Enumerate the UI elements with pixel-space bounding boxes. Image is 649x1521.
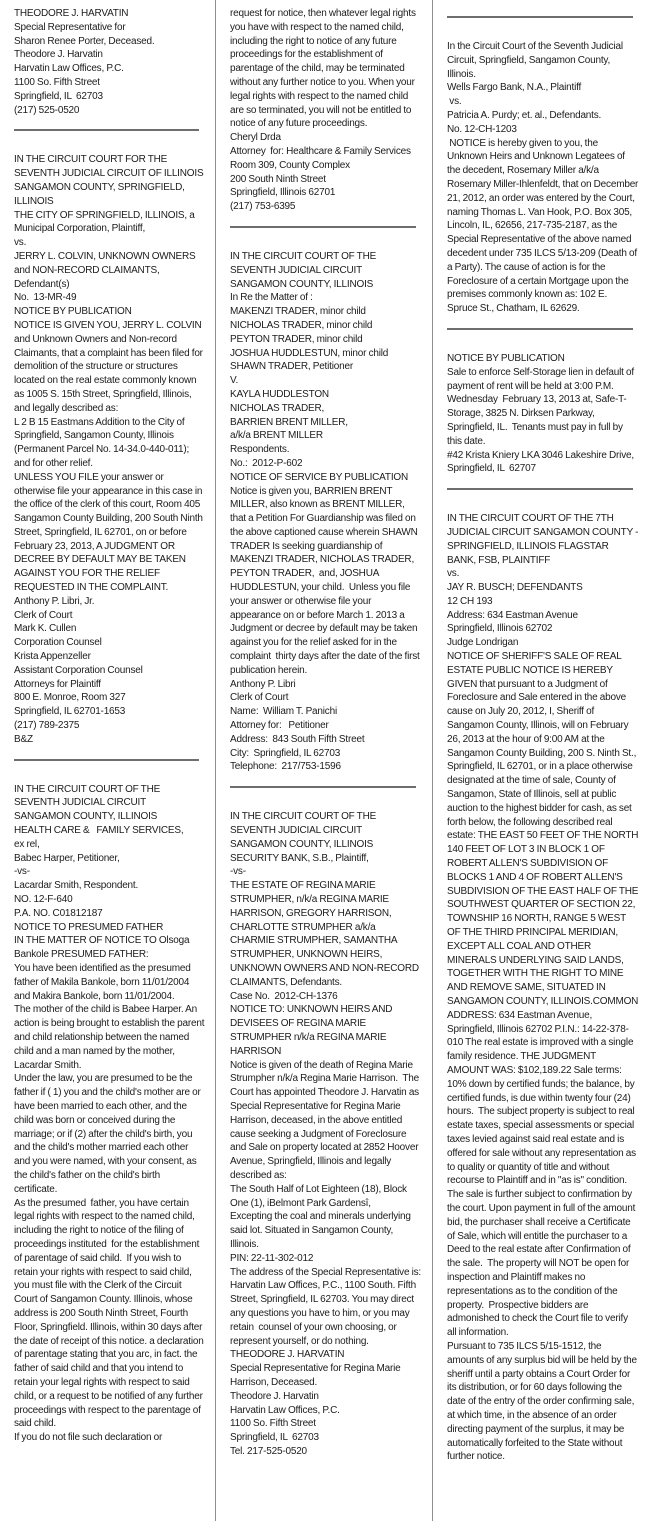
- notice-text-line: Springfield, Illinois 62701: [230, 187, 336, 199]
- legal-notice-block: [447, 40, 639, 316]
- notice-column-2: [216, 0, 432, 1521]
- notice-text-line: IN THE CIRCUIT COURT OF THE SEVENTH JUDICIAL CIRCUIT: [230, 811, 379, 837]
- notice-text-line: JAY R. BUSCH; DEFENDANTS: [447, 582, 583, 594]
- notice-text-line: Clerk of Court: [230, 692, 289, 704]
- notice-text-line: NOTICE OF SHERIFF'S SALE OF REAL ESTATE PUBLIC NOTICE IS HEREBY GIVEN that pursuant to a Judgment of Foreclosure and Sale entered in the above cause on July 20, 2012, I, Sheriff of Sangamon County, Illinois, will on February 26, 2013 at the hour of 9:00 AM at the Sangamon County Building, 200 S. Ninth St., Springfield, IL 62701, or in a place otherwise designated at the time of sale, County of Sangamon, State of Illinois, sell at public auction to the highest bidder for cash, as set forth below, the following described real estate: THE EAST 50 FEET OF THE NORTH 140 FEET OF LOT 3 IN BLOCK 1 OF ROBERT ALLEN'S SUBDIVISION OF BLOCKS 1 AND 4 OF ROBERT ALLEN'S SUBDIVISION OF THE EAST HALF OF THE SOUTHWEST QUARTER OF SECTION 22, TOWNSHIP 16 NORTH, RANGE 5 WEST OF THE THIRD PRINCIPAL MERIDIAN, EXCEPT ALL COAL AND OTHER MINERALS UNDERLYING SAID LANDS, TOGETHER WITH THE RIGHT TO MINE AND REMOVE SAME, SITUATED IN SANGAMON COUNTY, ILLINOIS.COMMON ADDRESS: 634 Eastman Avenue, Springfield, Illinois 62702 P.I.N.: 14-22-378-010 The real estate is improved with a single family residence. THE JUDGMENT AMOUNT WAS: $102,189.22 Sale terms: 10% down by certified funds; the balance, by certified funds, is due within twenty four (24) hours. The subject property is subject to real estate taxes, special assessments or special taxes levied against said real estate and is offered for sale without any representation as to quality or quantity of title and without recourse to Plaintiff and in "as is" condition. The sale is further subject to confirmation by the court. Upon payment in full of the amount bid, the purchaser shall receive a Certificate of Sale, which will entitle the purchaser to a Deed to the real estate after Confirmation of the sale. The property will NOT be open for inspection and Plaintiff makes no representations as to the condition of the property. Prospective bidders are admonished to check the Court file to verify all information.: [447, 651, 641, 1339]
- notice-text-line: Sale to enforce Self-Storage lien in default of payment of rent will be held at 3:00 P.M. Wednesday February 13, 2013 at, Safe-T-Storage, 3825 N. Dirksen Parkway, Springfield, IL. Tenants must pay in full by this date.: [447, 366, 637, 447]
- notice-divider: [447, 16, 633, 18]
- notice-text-line: -vs-: [230, 866, 246, 878]
- notice-text-line: HEALTH CARE & FAMILY SERVICES,: [14, 825, 184, 837]
- legal-notice-block: [447, 352, 639, 476]
- notice-text-line: THE ESTATE OF REGINA MARIE STRUMPHER, n/k/a REGINA MARIE HARRISON, GREGORY HARRISON, CHARLOTTE STRUMPHER a/k/a CHARMIE STRUMPHER, SAMANTHA STRUMPHER, UNKNOWN HEIRS,: [230, 880, 400, 961]
- notice-text-line: THE CITY OF SPRINGFIELD, ILLINOIS, a Municipal Corporation, Plaintiff,: [14, 209, 197, 235]
- legal-notice-block: [230, 7, 422, 214]
- notice-text-line: No.: 2012-P-602: [230, 457, 303, 469]
- notice-text-line: L 2 B 15 Eastmans Addition to the City of Springfield, Sangamon County, Illinois (Permanent Parcel No. 14-34.0-440-011); and for other relief.: [14, 416, 192, 469]
- notice-text-line: Respondents.: [230, 444, 290, 456]
- notice-text-line: Name: William T. Panichi: [230, 706, 337, 718]
- notice-text-line: vs.: [447, 568, 460, 580]
- notice-text-line: NOTICE BY PUBLICATION: [447, 352, 565, 364]
- notice-text-line: Babec Harper, Petitioner,: [14, 852, 120, 864]
- notice-text-line: Mark K. Cullen: [14, 623, 77, 635]
- notice-text-line: City: Springfield, IL 62703: [230, 747, 341, 759]
- notice-text-line: Attorney for: Petitioner: [230, 720, 329, 732]
- notice-text-line: vs.: [447, 96, 462, 108]
- notice-text-line: Corporation Counsel: [14, 637, 102, 649]
- notice-divider: [447, 488, 633, 490]
- notice-divider: [14, 129, 199, 131]
- notice-text-line: SANGAMON COUNTY, ILLINOIS: [230, 838, 374, 850]
- notice-divider: [447, 328, 633, 330]
- notice-text-line: Assistant Corporation Counsel: [14, 664, 143, 676]
- notice-text-line: In Re the Matter of :: [230, 292, 313, 304]
- notice-text-line: #42 Krista Kniery LKA 3046 Lakeshire Drive, Springfield, IL 62707: [447, 449, 637, 475]
- notice-text-line: JERRY L. COLVIN, UNKNOWN OWNERS and NON-RECORD CLAIMANTS, Defendant(s): [14, 250, 198, 290]
- notice-text-line: Notice is given you, BARRIEN BRENT MILLER, also known as BRENT MILLER, that a Petition For Guardianship was filed on the above captioned cause wherein SHAWN TRADER Is seeking guardianship of MAKENZI TRADER, NICHOLAS TRADER, PEYTON TRADER, and, JOSHUA HUDDLESTUN, your child. Unless you file your answer or otherwise file your appearance on or before March 1. 2013 a Judgment or decree by default may be taken against you for the relief asked for in the complaint thirty days after the date of the first publication herein.: [230, 485, 422, 676]
- notice-divider: [230, 786, 416, 788]
- notice-text-line: B&Z: [14, 733, 33, 745]
- notice-text-line: NOTICE TO: UNKNOWN HEIRS AND DEVISEES OF REGINA MARIE STRUMPHER n/k/a REGINA MARIE HARRISON: [230, 1004, 395, 1057]
- notice-text-line: Special Representative for: [14, 21, 126, 33]
- notice-text-line: UNLESS YOU FILE your answer or otherwise file your appearance in this case in the office of the clerk of this court, Room 405 Sangamon County Building, 200 South Ninth Street, Springfield, IL 62701, on or before February 23, 2013, A JUDGMENT OR DECREE BY DEFAULT MAY BE TAKEN AGAINST YOU FOR THE RELIEF REQUESTED IN THE COMPLAINT.: [14, 471, 206, 594]
- notice-text-line: 200 South Ninth Street: [230, 173, 326, 185]
- notice-text-line: Address: 843 South Fifth Street: [230, 733, 365, 745]
- notice-text-line: Judge Londrigan: [447, 637, 519, 649]
- notice-text-line: Springfield, IL 62703: [230, 1432, 319, 1444]
- notice-text-line: NO. 12-F-640: [14, 894, 73, 906]
- notice-text-line: IN THE CIRCUIT COURT OF THE 7TH JUDICIAL CIRCUIT SANGAMON COUNTY - SPRINGFIELD, ILLINOIS FLAGSTAR BANK, FSB, PLAINTIFF: [447, 513, 641, 566]
- notice-text-line: The South Half of Lot Eighteen (18), Block One (1), iBelmont Park Gardensî,: [230, 1183, 410, 1209]
- notice-text-line: NOTICE TO PRESUMED FATHER: [14, 921, 164, 933]
- notice-text-line: PEYTON TRADER, minor child: [230, 333, 363, 345]
- notice-text-line: Notice is given of the death of Regina Marie Strumpher n/k/a Regina Marie Harrison. The Court has appointed Theodore J. Harvatin as Special Representative for Regina Marie Harrison, deceased, in the above entitled cause seeking a Judgment of Foreclosure and Sale on property located at 2852 Hoover Avenue, Springfield, Illinois and legally described as:: [230, 1059, 422, 1181]
- notice-text-line: Patricia A. Purdy; et. al., Defendants.: [447, 109, 602, 121]
- notice-text-line: Tel. 217-525-0520: [230, 1445, 307, 1457]
- notice-text-line: 12 CH 193: [447, 595, 493, 607]
- notice-text-line: PIN: 22-11-302-012: [230, 1252, 314, 1264]
- notice-text-line: Under the law, you are presumed to be the father if ( 1) you and the child's mother are or have been married to each other, and the child was born or conceived during the marriage; or if (2) after the child's birth, you and the child's mother married each other and you were named, with your consent, as the child's father on the child's birth certificate.: [14, 1073, 203, 1195]
- notice-text-line: Sharon Renee Porter, Deceased.: [14, 35, 155, 47]
- notice-text-line: -vs-: [14, 866, 30, 878]
- notice-text-line: Attorneys for Plaintiff: [14, 678, 101, 690]
- notice-text-line: Theodore J. Harvatin: [230, 1390, 319, 1402]
- notice-text-line: The address of the Special Representative is: Harvatin Law Offices, P.C., 1100 South. Fifth Street, Springfield, IL 62703. You may direct any questions you have to him, or you may retain counsel of your own choosing, or represent yourself, or do nothing.: [230, 1266, 424, 1347]
- notice-text-line: Lacardar Smith, Respondent.: [14, 880, 139, 892]
- notice-text-line: IN THE MATTER OF NOTICE TO Olsoga Bankole PRESUMED FATHER:: [14, 935, 192, 961]
- notice-text-line: V.: [230, 375, 239, 387]
- notice-text-line: Attorney for: Healthcare & Family Services: [230, 145, 411, 157]
- notice-text-line: (217) 753-6395: [230, 201, 296, 213]
- notice-text-line: No. 13-MR-49: [14, 292, 77, 304]
- notice-text-line: Theodore J. Harvatin: [14, 49, 103, 61]
- notice-text-line: Springfield, Illinois 62702: [447, 623, 553, 635]
- notice-text-line: SANGAMON COUNTY, ILLINOIS: [14, 811, 158, 823]
- notice-text-line: Pursuant to 735 ILCS 5/15-1512, the amounts of any surplus bid will be held by the sheriff until a party obtains a Court Order for its distribution, or for 60 days following the date of the entry of the order confirming sale, at which time, in the absence of an order directing payment of the surplus, it may be automatically forfeited to the State without further notice.: [447, 1340, 640, 1463]
- notice-text-line: NOTICE is hereby given to you, the Unknown Heirs and Unknown Legatees of the decedent, Rosemary Miller a/k/a Rosemary Miller-Ihlenfeldt, that on December 21, 2012, an order was entered by the Court, naming Thomas L. Van Hook, P.O. Box 305, Lincoln, IL, 62656, 217-735-2187, as the Special Representative of the above named decedent under 735 ILCS 5/13-209 (Death of a Party). The cause of action is for the Foreclosure of a certain Mortgage upon the premises commonly known as: 102 E. Spruce St., Chatham, IL 62629.: [447, 137, 641, 315]
- notice-text-line: Special Representative for Regina Marie Harrison, Deceased.: [230, 1363, 403, 1388]
- notice-text-line: P.A. NO. C01812187: [14, 907, 103, 919]
- notice-text-line: You have been identified as the presumed father of Makila Bankole, born 11/01/2004 and Makira Bankole, born 11/01/2004.: [14, 963, 193, 1002]
- notice-text-line: As the presumed father, you have certain legal rights with respect to the named child, including the right to notice of the filing of proceedings instituted for the establishment of parentage of said child. If you wish to retain your rights with respect to said child, you must file with the Clerk of the Circuit Court of Sangamon County. Illinois, whose address is 200 South Ninth Street, Fourth Floor, Springfield. Illinois, within 30 days after the date of receipt of this notice. a declaration of parentage stating that you arc, in fact. the father of said child and that you intend to retain your legal rights with respect to said child, or a request to be notified of any further proceedings with respect to the parentage of said child.: [14, 1197, 206, 1430]
- notice-text-line: THEODORE J. HARVATIN: [230, 1349, 345, 1361]
- notice-text-line: 1100 So. Fifth Street: [14, 76, 100, 88]
- notice-text-line: Cheryl Drda: [230, 132, 281, 144]
- notice-text-line: Address: 634 Eastman Avenue: [447, 609, 578, 621]
- notice-text-line: SHAWN TRADER, Petitioner: [230, 361, 353, 373]
- notice-text-line: MAKENZI TRADER, minor child: [230, 306, 366, 318]
- notice-text-line: request for notice, then whatever legal rights you have with respect to the named child, including the right to notice of any future proceedings for the establishment of parentage of the child, may be terminated without any further notice to you. When your legal rights with respect to the named child are so terminated, you will not be entitled to notice of any future proceedings.: [230, 8, 419, 130]
- notice-column-1: [0, 0, 215, 1521]
- notice-text-line: Room 309, County Complex: [230, 159, 350, 171]
- notice-text-line: In the Circuit Court of the Seventh Judicial Circuit, Springfield, Sangamon County, Illinois.: [447, 41, 626, 80]
- notice-text-line: (217) 525-0520: [14, 104, 80, 116]
- notice-text-line: vs.: [14, 237, 27, 249]
- notice-text-line: Wells Fargo Bank, N.A., Plaintiff: [447, 82, 582, 94]
- notice-text-line: Anthony P. Libri: [230, 678, 296, 690]
- notice-text-line: NOTICE OF SERVICE BY PUBLICATION: [230, 471, 408, 483]
- notice-text-line: Springfield, IL 62701-1653: [14, 706, 126, 718]
- legal-notice-block: [14, 153, 205, 746]
- notice-text-line: The mother of the child is Babee Harper. An action is being brought to establish the parent and child relationship between the named child and a man named by the mother, Lacardar Smith.: [14, 1004, 207, 1071]
- notice-divider: [14, 759, 199, 761]
- notice-column-3: [433, 0, 649, 1521]
- notice-text-line: NOTICE IS GIVEN YOU, JERRY L. COLVIN and Unknown Owners and Non-record Claimants, that a complaint has been filed for demolition of the structure or structures located on the real estate commonly known as 1005 S. 15th Street, Springfield, Illinois, and legally described as:: [14, 319, 206, 414]
- notice-text-line: NOTICE BY PUBLICATION: [14, 306, 132, 318]
- notice-text-line: ex rel,: [14, 838, 40, 850]
- notice-text-line: SECURITY BANK, S.B., Plaintiff,: [230, 852, 369, 864]
- notice-text-line: a/k/a BRENT MILLER: [230, 430, 323, 442]
- legal-notice-block: [14, 7, 205, 117]
- notice-text-line: Springfield, IL 62703: [14, 90, 103, 102]
- notice-text-line: Case No. 2012-CH-1376: [230, 990, 338, 1002]
- notice-text-line: IN THE CIRCUIT COURT FOR THE SEVENTH JUDICIAL CIRCUIT OF ILLINOIS SANGAMON COUNTY, SPRINGFIELD, ILLINOIS: [14, 154, 206, 207]
- notice-text-line: KAYLA HUDDLESTON: [230, 388, 329, 400]
- notice-text-line: NICHOLAS TRADER,: [230, 402, 325, 414]
- notice-text-line: Telephone: 217/753-1596: [230, 761, 341, 773]
- notice-divider: [230, 226, 416, 228]
- notice-text-line: Harvatin Law Offices, P.C.: [230, 1404, 340, 1416]
- notice-text-line: Excepting the coal and minerals underlying said lot. Situated in Sangamon County, Illinois.: [230, 1211, 414, 1250]
- notice-text-line: NICHOLAS TRADER, minor child: [230, 319, 373, 331]
- notice-text-line: SANGAMON COUNTY, ILLINOIS: [230, 278, 374, 290]
- notice-text-line: Clerk of Court: [14, 609, 73, 621]
- notice-text-line: IN THE CIRCUIT COURT OF THE SEVENTH JUDICIAL CIRCUIT: [14, 783, 163, 809]
- notice-text-line: 800 E. Monroe, Room 327: [14, 692, 126, 704]
- notice-text-line: BARRIEN BRENT MILLER,: [230, 416, 348, 428]
- legal-notice-block: [230, 810, 422, 1458]
- notice-text-line: Anthony P. Libri, Jr.: [14, 595, 95, 607]
- notice-text-line: IN THE CIRCUIT COURT OF THE SEVENTH JUDICIAL CIRCUIT: [230, 250, 379, 276]
- notice-text-line: No. 12-CH-1203: [447, 123, 517, 135]
- notice-text-line: Harvatin Law Offices, P.C.: [14, 63, 124, 75]
- legal-notice-block: [447, 512, 639, 1464]
- notice-text-line: UNKNOWN OWNERS AND NON-RECORD CLAIMANTS, Defendants.: [230, 963, 422, 988]
- notice-text-line: 1100 So. Fifth Street: [230, 1418, 316, 1430]
- notice-text-line: If you do not file such declaration or: [14, 1432, 163, 1444]
- notice-text-line: Krista Appenzeller: [14, 651, 91, 663]
- legal-notice-block: [14, 783, 205, 1445]
- notice-text-line: (217) 789-2375: [14, 720, 80, 732]
- legal-notice-block: [230, 250, 422, 774]
- notice-text-line: THEODORE J. HARVATIN: [14, 8, 129, 19]
- notice-text-line: JOSHUA HUDDLESTUN, minor child: [230, 347, 389, 359]
